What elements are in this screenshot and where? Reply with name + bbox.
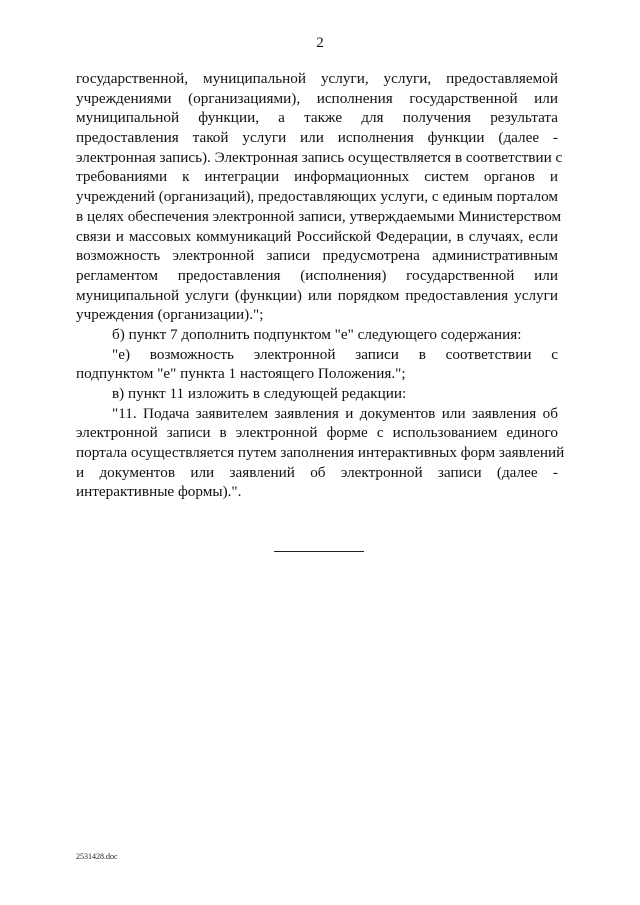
end-divider-line — [274, 551, 364, 552]
text-line: учреждений (организаций), предоставляющих услуги, с единым порталом — [76, 188, 558, 206]
text-line: регламентом предоставления (исполнения) государственной или — [76, 266, 558, 284]
text-line: муниципальной услуги (функции) или порядком предоставления услуги — [76, 286, 558, 304]
text-line: муниципальной функции, а также для получения результата — [76, 109, 558, 127]
text-line: электронной записи в электронной форме с использованием единого — [76, 424, 558, 442]
text-line: учреждения (организации)."; — [76, 306, 264, 324]
text-line: учреждениями (организациями), исполнения государственной или — [76, 89, 558, 107]
text-line: возможность электронной записи предусмотрена административным — [76, 247, 558, 265]
text-line: подпунктом "е" пункта 1 настоящего Положения."; — [76, 365, 406, 383]
text-line: и документов или заявлений об электронной записи (далее - — [76, 463, 558, 481]
text-line: в целях обеспечения электронной записи, утверждаемыми Министерством — [76, 207, 562, 225]
page-number: 2 — [316, 35, 324, 51]
paragraph-p1 — [76, 69, 563, 325]
footer-filename: 2531428.doc — [76, 852, 118, 861]
text-line: б) пункт 7 дополнить подпунктом "е" следующего содержания: — [112, 325, 522, 343]
paragraph-p4 — [76, 384, 558, 404]
document-body — [76, 69, 565, 502]
text-line: "е) возможность электронной записи в соответствии с — [112, 345, 558, 363]
text-line: предоставления такой услуги или исполнения функции (далее - — [76, 129, 558, 147]
text-line: в) пункт 11 изложить в следующей редакции: — [112, 385, 407, 402]
text-line: интерактивные формы).". — [76, 483, 242, 501]
text-line: государственной, муниципальной услуги, услуги, предоставляемой — [76, 70, 558, 87]
text-line: электронная запись). Электронная запись осуществляется в соответствии с — [76, 148, 563, 166]
text-line: портала осуществляется путем заполнения интерактивных форм заявлений — [76, 444, 565, 462]
paragraph-p5 — [76, 404, 565, 502]
text-line: связи и массовых коммуникаций Российской Федерации, в случаях, если — [76, 227, 558, 245]
paragraph-p3 — [76, 345, 558, 384]
text-line: "11. Подача заявителем заявления и документов или заявления об — [112, 404, 558, 422]
text-line: требованиями к интеграции информационных систем органов и — [76, 168, 558, 186]
paragraph-p2 — [76, 325, 558, 345]
